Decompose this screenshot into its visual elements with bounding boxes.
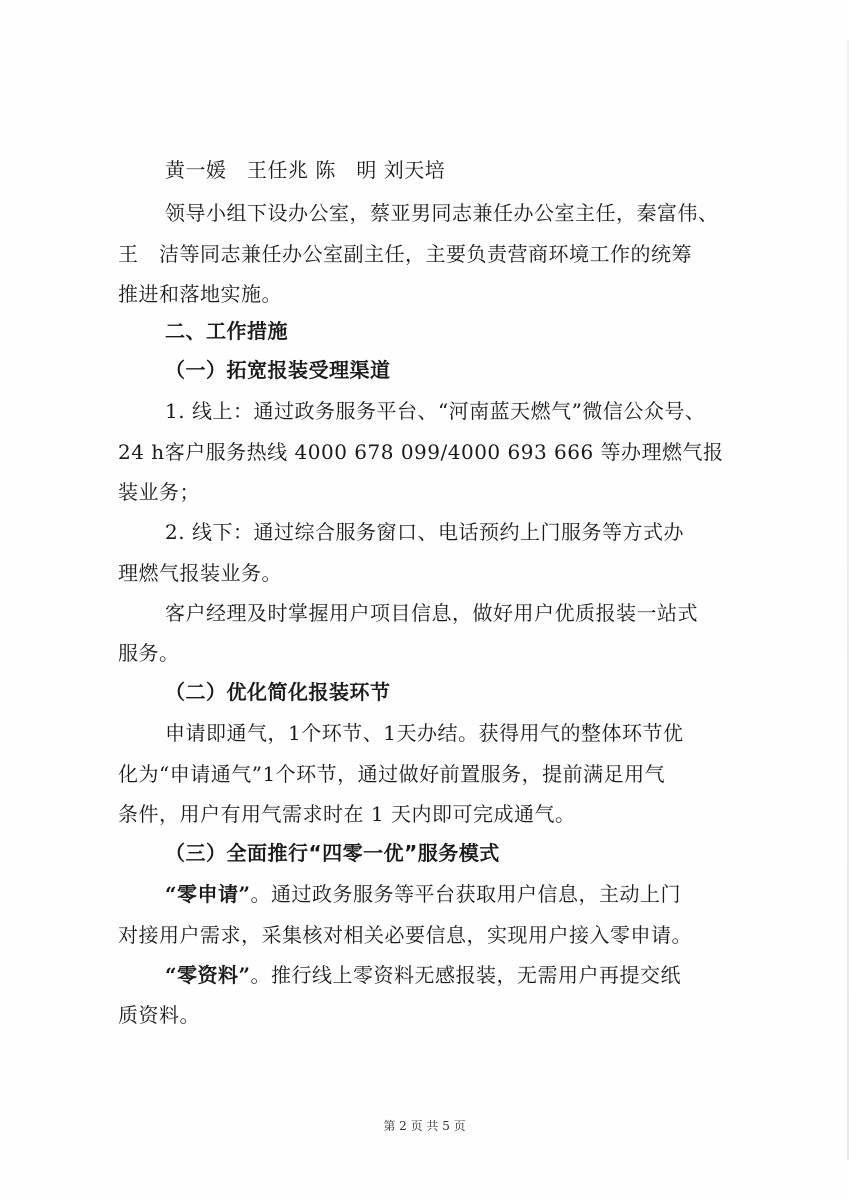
paragraph-line [165,962,681,988]
subsection-heading: （三）全面推行“四零一优”服务模式 [165,841,500,865]
term-label: “零申请” [165,882,251,906]
paragraph-line: 化为“申请通气”1个环节，通过做好前置服务，提前满足用气 [118,762,666,786]
paragraph-line: 装业务； [118,480,200,504]
paragraph-line: 24 h客户服务热线 4000 678 099/4000 693 666 等办理燃气报 [118,440,724,464]
paragraph-line: 领导小组下设办公室，蔡亚男同志兼任办公室主任，秦富伟、 [165,201,719,225]
page-number-footer: 第 2 页 共 5 页 [383,1119,466,1133]
paragraph-line: 推进和落地实施。 [118,282,282,306]
subsection-heading: （一）拓宽报装受理渠道 [165,358,391,382]
name-list-line: 黄一媛 王任兆 陈 明 刘天培 [165,158,446,182]
subsection-heading: （二）优化简化报装环节 [165,680,391,704]
paragraph-line: 王 洁等同志兼任办公室副主任，主要负责营商环境工作的统筹 [118,242,692,266]
paragraph-line [165,881,681,907]
paragraph-line: 申请即通气，1个环节、1天办结。获得用气的整体环节优 [165,721,684,745]
paragraph-line: 对接用户需求，采集核对相关必要信息，实现用户接入零申请。 [118,923,692,947]
paragraph-line: 质资料。 [118,1003,200,1027]
paragraph-line: 条件，用户有用气需求时在 1 天内即可完成通气。 [118,802,576,826]
term-description: 。通过政务服务等平台获取用户信息，主动上门 [250,882,682,906]
paragraph-line: 客户经理及时掌握用户项目信息，做好用户优质报装一站式 [165,601,698,625]
section-heading: 二、工作措施 [165,319,288,343]
paragraph-line: 2. 线下：通过综合服务窗口、电话预约上门服务等方式办 [165,520,684,544]
paragraph-line: 服务。 [118,641,180,665]
paragraph-line: 理燃气报装业务。 [118,561,282,585]
term-description: 。推行线上零资料无感报装，无需用户再提交纸 [250,963,682,987]
term-label: “零资料” [165,963,251,987]
paragraph-line: 1. 线上：通过政务服务平台、“河南蓝天燃气”微信公众号、 [165,399,706,423]
